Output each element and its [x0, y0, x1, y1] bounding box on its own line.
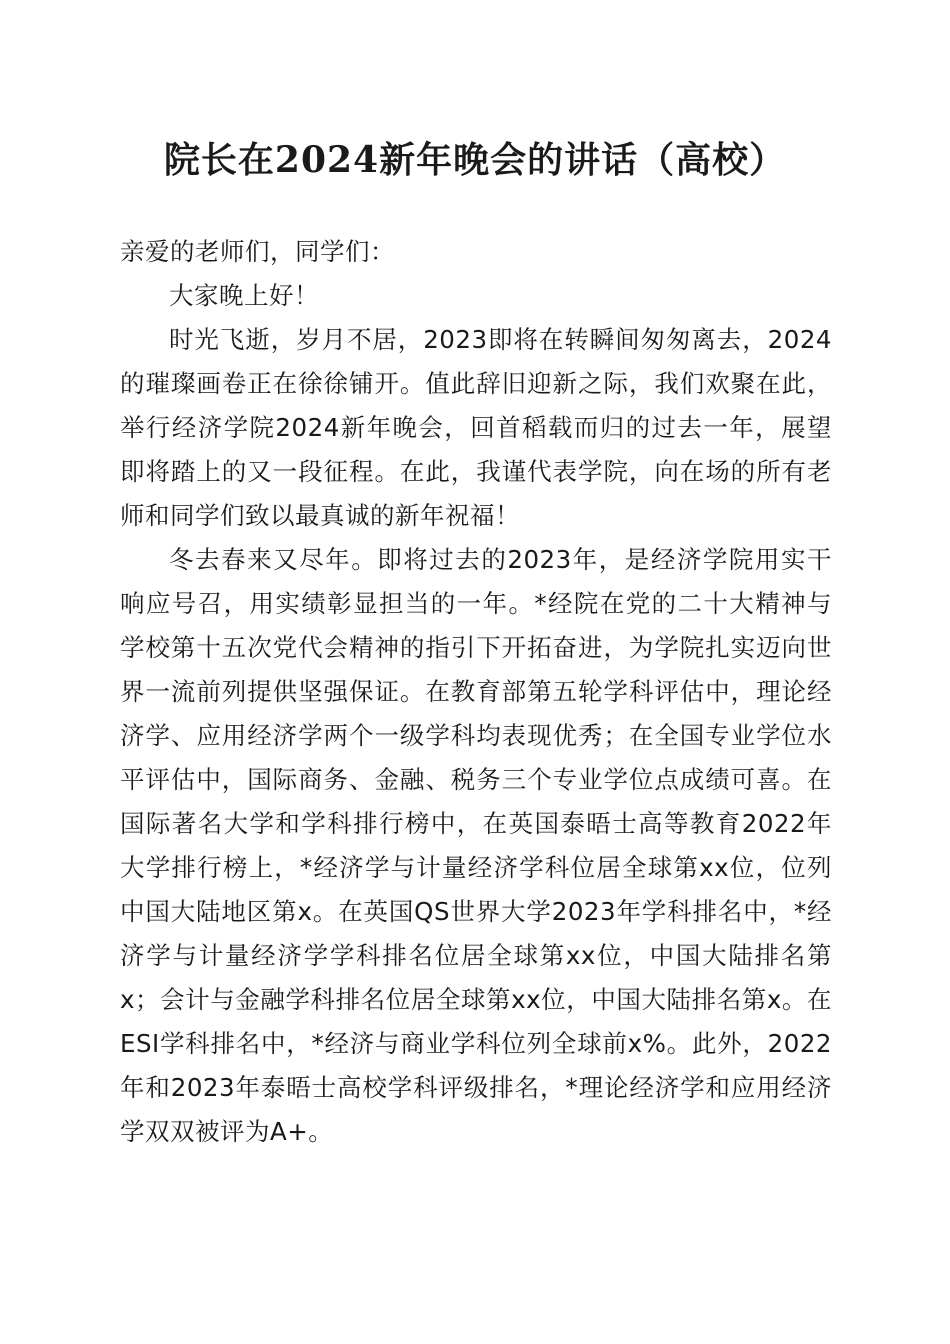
document-title: 院长在2024新年晚会的讲话（高校） [163, 139, 787, 181]
salutation: 亲爱的老师们，同学们： [120, 237, 395, 266]
paragraph-achievements: 冬去春来又尽年。即将过去的2023年，是经济学院用实干响应号召，用实绩彰显担当的一年。*经院在党的二十大精神与学校第十五次党代会精神的指引下开拓奋进，为学院扎实迈向世界一流前列提供坚强保证。在教育部第五轮学科评估中，理论经济学、应用经济学两个一级学科均表现优秀；在全国专业学位水平评估中，国际商务、金融、税务三个专业学位点成绩可喜。在国际著名大学和学科排行榜中，在英国泰晤士高等教育2022年大学排行榜上，*经济学与计量经济学科位居全球第xx位，位列中国大陆地区第x。在英国QS世界大学2023年学科排名中，*经济学与计量经济学学科排名位居全球第xx位，中国大陆排名第x；会计与金融学科排名位居全球第xx位，中国大陆排名第x。在ESI学科排名中，*经济与商业学科位列全球前x%。此外，2022年和2023年泰晤士高校学科评级排名，*理论经济学和应用经济学双双被评为A+。 [120, 545, 832, 1146]
document-body [120, 230, 832, 1154]
paragraph-opening: 时光飞逝，岁月不居，2023即将在转瞬间匆匆离去，2024的璀璨画卷正在徐徐铺开。值此辞旧迎新之际，我们欢聚在此，举行经济学院2024新年晚会，回首稻载而归的过去一年，展望即将踏上的又一段征程。在此，我谨代表学院，向在场的所有老师和同学们致以最真诚的新年祝福！ [120, 325, 832, 530]
paragraph-greeting: 大家晚上好！ [169, 281, 319, 310]
